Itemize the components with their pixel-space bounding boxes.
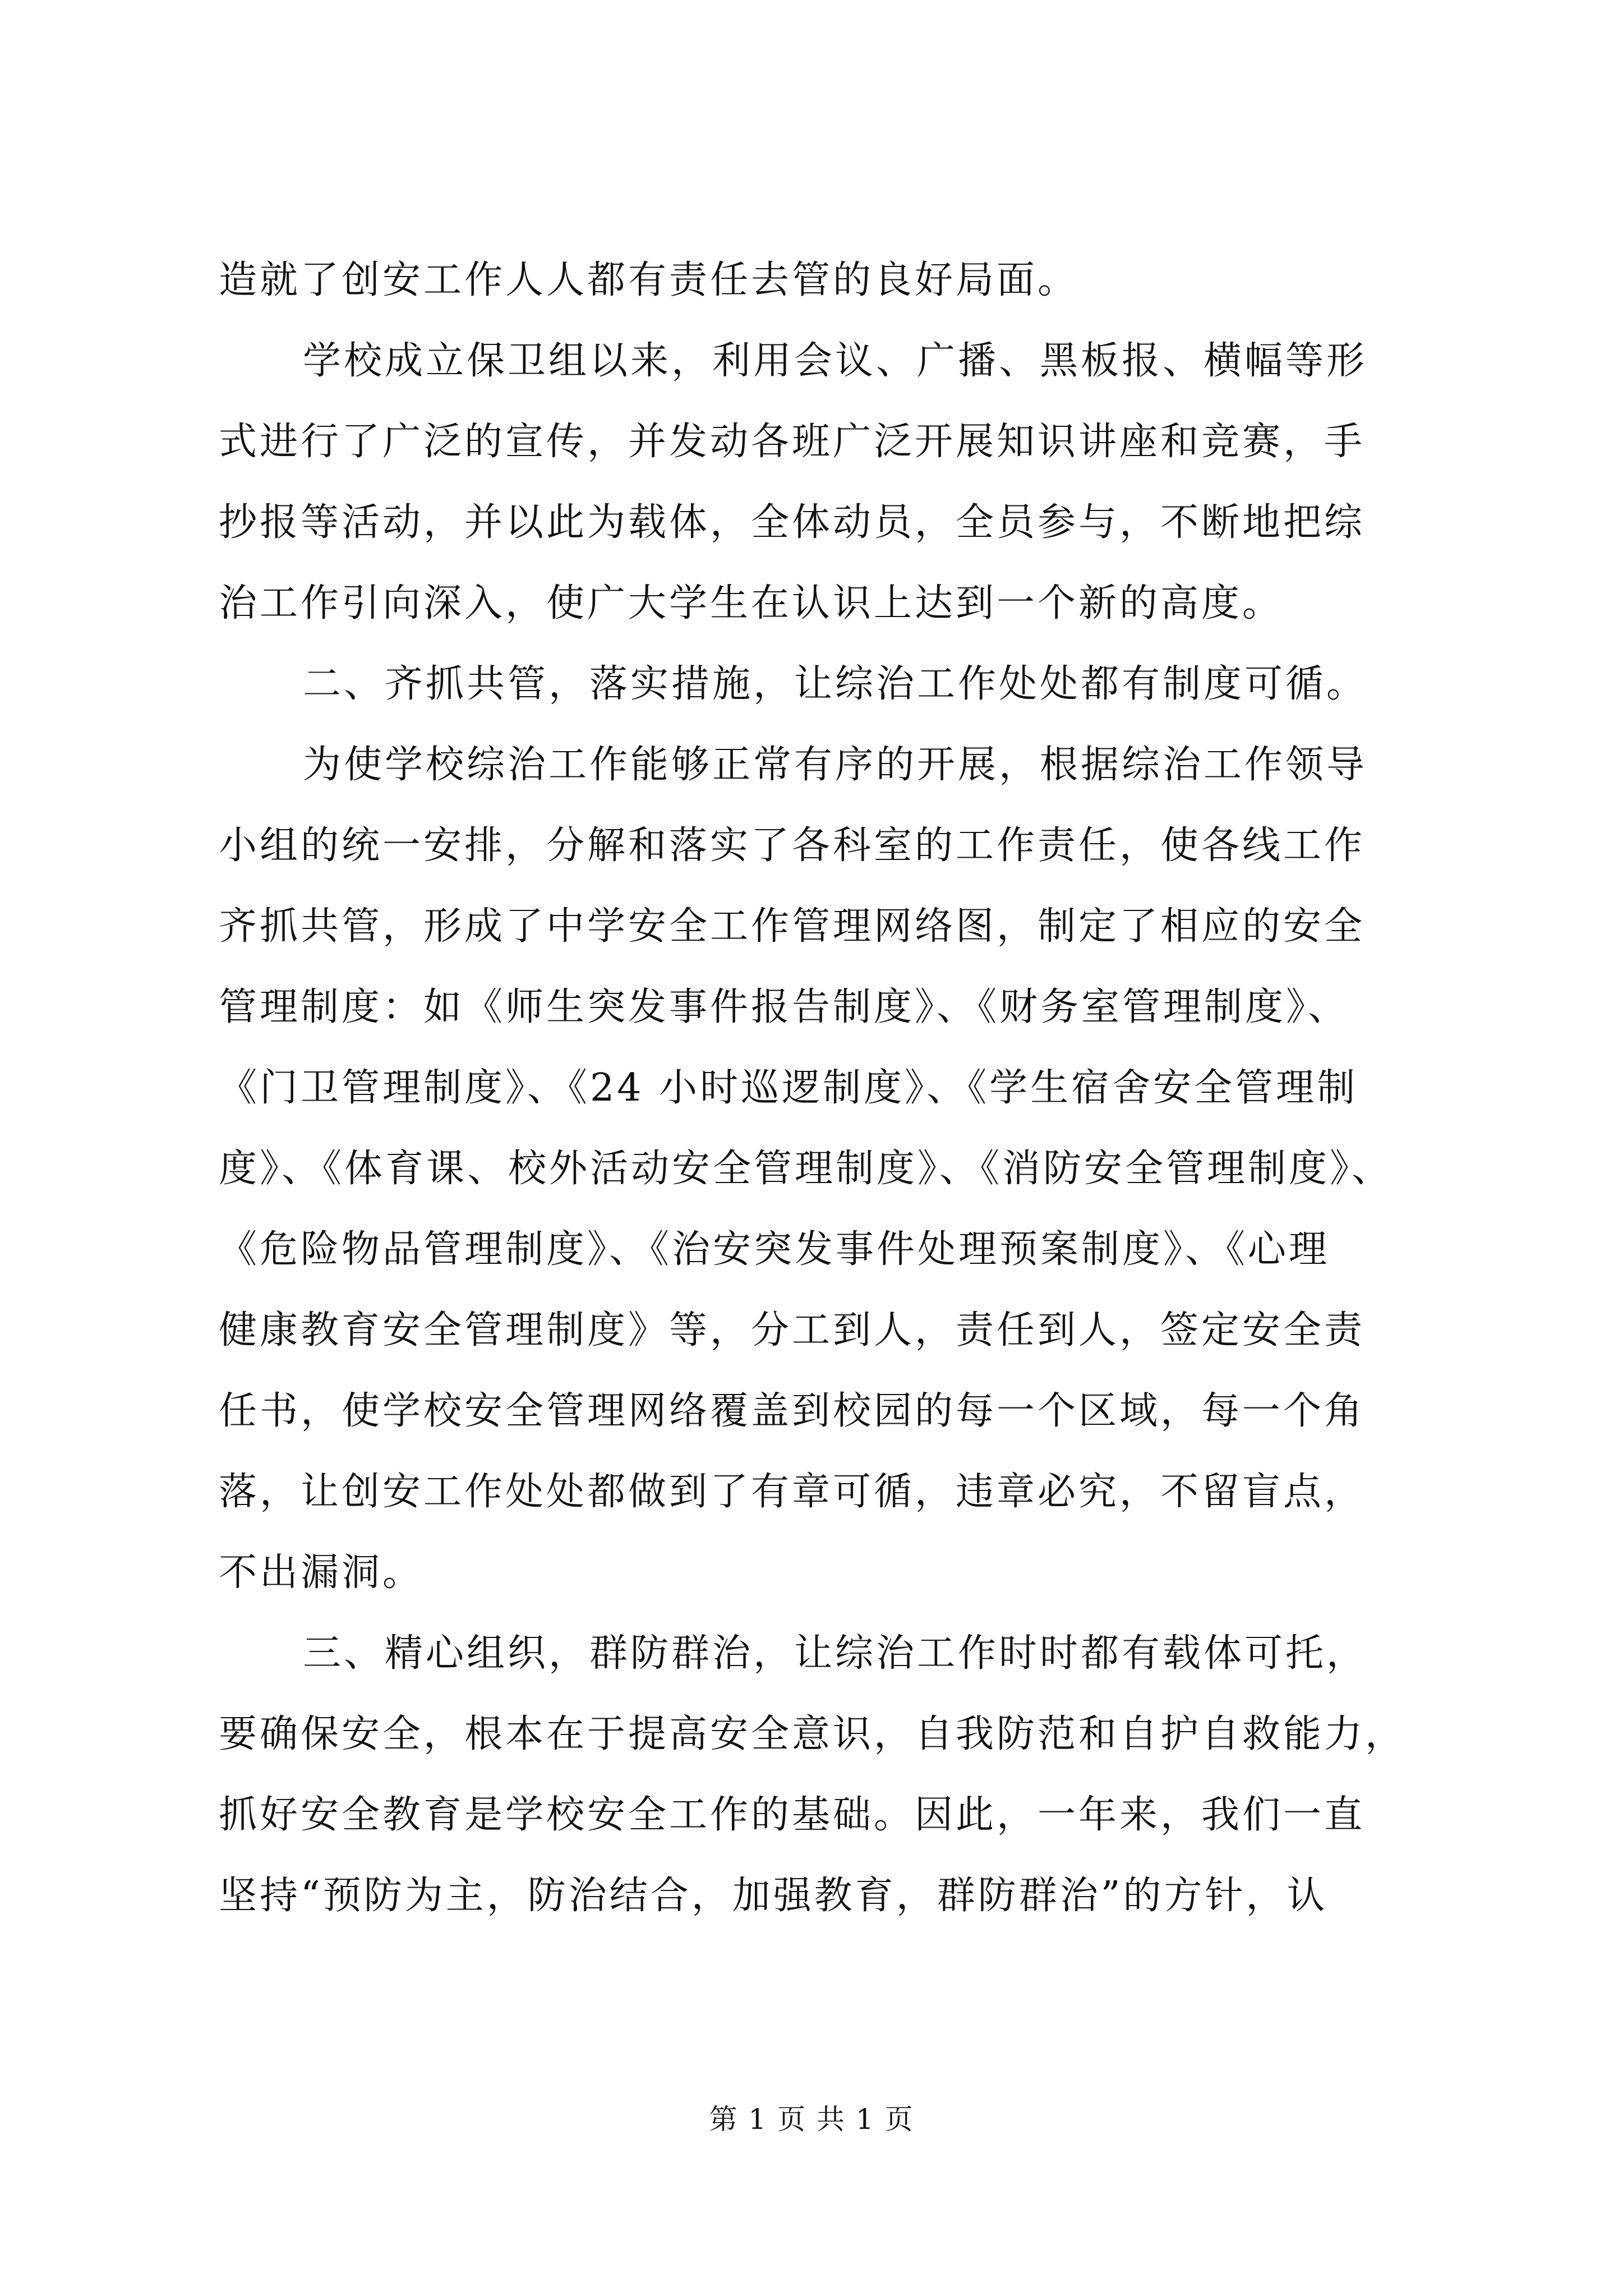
text-line: 《危险物品管理制度》、《治安突发事件处理预案制度》、《心理 [219,1227,1330,1272]
text-line: 抄报等活动，并以此为载体，全体动员，全员参与，不断地把综 [219,500,1366,545]
text-line: 治工作引向深入，使广大学生在认识上达到一个新的高度。 [219,581,1284,625]
text-line: 要确保安全，根本在于提高安全意识，自我防范和自护自救能力， [219,1712,1407,1756]
text-line: 造就了创安工作人人都有责任去管的良好局面。 [219,258,1079,302]
section-heading: 三、精心组织，群防群治，让综治工作时时都有载体可托， [303,1631,1368,1676]
text-line: 式进行了广泛的宣传，并发动各班广泛开展知识讲座和竞赛，手 [219,420,1366,464]
text-line: 管理制度：如《师生突发事件报告制度》、《财务室管理制度》、 [219,985,1349,1029]
text-line: 落，让创安工作处处都做到了有章可循，违章必究，不留盲点， [219,1470,1366,1514]
text-line: 齐抓共管，形成了中学安全工作管理网络图，制定了相应的安全 [219,904,1366,949]
text-line: 小组的统一安排，分解和落实了各科室的工作责任，使各线工作 [219,823,1366,868]
text-line: 不出漏洞。 [219,1550,424,1595]
text-line: 抓好安全教育是学校安全工作的基础。因此，一年来，我们一直 [219,1793,1366,1837]
text-line: 坚持“预防为主，防治结合，加强教育，群防群治”的方针，认 [219,1874,1328,1918]
text-line: 为使学校综治工作能够正常有序的开展，根据综治工作领导 [303,743,1368,787]
text-line: 任书，使学校安全管理网络覆盖到校园的每一个区域，每一个角 [219,1389,1366,1433]
text-line: 学校成立保卫组以来，利用会议、广播、黑板报、横幅等形 [303,339,1368,383]
page-footer: 第 1 页 共 1 页 [709,2103,914,2136]
section-heading: 二、齐抓共管，落实措施，让综治工作处处都有制度可循。 [303,662,1368,706]
text-line: 度》、《体育课、校外活动安全管理制度》、《消防安全管理制度》、 [219,1147,1393,1191]
text-line: 健康教育安全管理制度》等，分工到人，责任到人，签定安全责 [219,1308,1366,1352]
text-line: 《门卫管理制度》、《24 小时巡逻制度》、《学生宿舍安全管理制 [219,1066,1358,1110]
